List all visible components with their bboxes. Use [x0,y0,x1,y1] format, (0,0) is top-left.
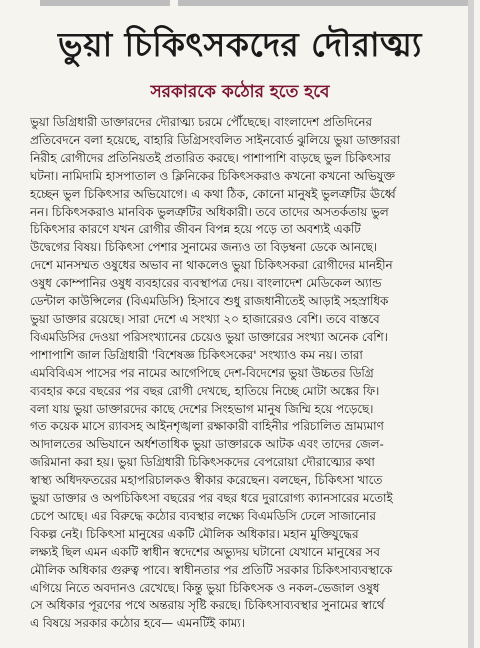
article-body-line: জরিমানা করা হয়। ভুয়া ডিগ্রিধারী চিকিৎসকদের বেপরোয়া দৌরাত্ম্যের কথা [30,455,375,470]
top-decorative-rule [0,0,480,8]
article-body-line: ডেন্টাল কাউন্সিলের (বিএমডিসি) হিসাবে শুধু রাজধানীতেই আড়াই সহস্রাধিক [30,294,389,309]
article-body-line: নন। চিকিৎসকরাও মানবিক ভুলত্রুটির অধিকারী। তবে তাদের অসতর্কতায় ভুল [30,204,389,219]
article-body-line: এ বিষয়ে সরকার কঠোর হবে— এমনটিই কাম্য। [30,616,245,631]
article-body-line: ভুয়া ডাক্তার রয়েছে। সারা দেশে এ সংখ্যা ২০ হাজারেরও বেশি। তবে বাস্তবে [30,311,380,326]
article-body-line: ঘটনা। নামিদামি হাসপাতাল ও ক্লিনিকের চিকিৎসকরাও কখনো কখনো অভিযুক্ত [30,168,395,183]
article-body-line: মৌলিক অধিকার গুরুত্ব পাবে। স্বাধীনতার পর প্রতিটি সরকার চিকিৎসাব্যবস্থাকে [30,562,393,577]
article-body-line: বিএমডিসির দেওয়া পরিসংখ্যানের চেয়েও ভুয়া ডাক্তারের সংখ্যা অনেক বেশি। [30,329,388,344]
article-body-line: ভুয়া ডিগ্রিধারী ডাক্তারদের দৌরাত্ম্য চরমে পৌঁছেছে। বাংলাদেশ প্রতিদিনের [30,115,372,129]
article-body-line: লক্ষ্যই ছিল এমন একটি স্বাধীন স্বদেশের অভ্যুদয় ঘটানো যেখানে মানুষের সব [30,544,380,559]
article-body-line: ভুয়া ডাক্তার ও অপচিকিৎসা বছরের পর বছর ধরে দুরারোগ্য ক্যানসারের মতোই [30,491,393,506]
article-body-line: বিকল্প নেই। চিকিৎসা মানুষের একটি মৌলিক অধিকার। মহান মুক্তিযুদ্ধের [30,526,359,541]
article-body-line: পাশাপাশি জাল ডিগ্রিধারী 'বিশেষজ্ঞ চিকিৎসকের' সংখ্যাও কম নয়। তারা [30,347,363,362]
article-subheadline: সরকারকে কঠোর হতে হবে [150,82,330,102]
article-body-line: সে অধিকার পূরণের পথে অন্তরায় সৃষ্টি করছে। চিকিৎসাব্যবস্থার সুনামের স্বার্থে [30,598,385,613]
article-body-line: নিরীহ রোগীদের প্রতিনিয়তই প্রতারিত করছে। পাশাপাশি বাড়ছে ভুল চিকিৎসার [30,150,391,165]
article-body-line: চেপে আছে। এর বিরুদ্ধে কঠোর ব্যবস্থার লক্ষ্যে বিএমডিসি ঢেলে সাজানোর [30,508,376,523]
article-body-line: এগিয়ে নিতে অবদানও রেখেছে। কিন্তু ভুয়া চিকিৎসক ও নকল-ভেজাল ওষুধ [30,580,380,595]
article-body-line: স্বাস্থ্য অধিদফতরের মহাপরিচালকও স্বীকার করেছেন। বলছেন, চিকিৎসা খাতে [30,473,383,488]
article-body-line: হচ্ছেন ভুল চিকিৎসার অভিযোগে। এ কথা ঠিক, কোনো মানুষই ভুলত্রুটির ঊর্ধ্বে [30,186,396,201]
article-body-line: দেশে মানসম্মত ওষুধের অভাব না থাকলেও ভুয়া চিকিৎসকরা রোগীদের মানহীন [30,258,393,273]
top-rule-segment [178,0,470,6]
article-headline: ভুয়া চিকিৎসকদের দৌরাত্ম্য [58,25,422,64]
article-body [30,114,454,633]
article-body-line: বলা যায় ভুয়া ডাক্তারদের কাছে দেশের সিংহভাগ মানুষ জিম্মি হয়ে পড়েছে। [30,401,374,416]
article-body-line: এমবিবিএস পাসের পর নামের আগেপিছে দেশ-বিদেশের ভুয়া উচ্চতর ডিগ্রি [30,365,374,380]
article-body-line: গত কয়েক মাসে র‍্যাবসহ আইনশৃঙ্খলা রক্ষাকারী বাহিনীর পরিচালিত ভ্রাম্যমাণ [30,419,384,434]
article-body-line: আদালতের অভিযানে অর্ধশতাধিক ভুয়া ডাক্তারকে আটক এবং তাদের জেল- [30,437,384,452]
article-body-line: প্রতিবেদনে বলা হয়েছে, বাহারি ডিগ্রিসংবলিত সাইনবোর্ড ঝুলিয়ে ভুয়া ডাক্তাররা [30,132,400,147]
article-body-line: চিকিৎসার কারণে যখন রোগীর জীবন বিপন্ন হয়ে পড়ে তা অবশ্যই একটি [30,222,361,237]
article-body-line: উদ্বেগের বিষয়। চিকিৎসা পেশার সুনামের জন্যও তা বিড়ম্বনা ডেকে আনছে। [30,240,377,255]
article-body-line: ওষুধ কোম্পানির ওষুধ ব্যবহারের ব্যবস্থাপত্র দেয়। বাংলাদেশ মেডিকেল অ্যান্ড [30,276,382,291]
right-column-rule [468,0,474,648]
top-rule-segment [40,0,170,6]
article-body-line: ব্যবহার করে বছরের পর বছর রোগী দেখছে, হাতিয়ে নিচ্ছে মোটা অঙ্কের ফি। [30,383,380,398]
